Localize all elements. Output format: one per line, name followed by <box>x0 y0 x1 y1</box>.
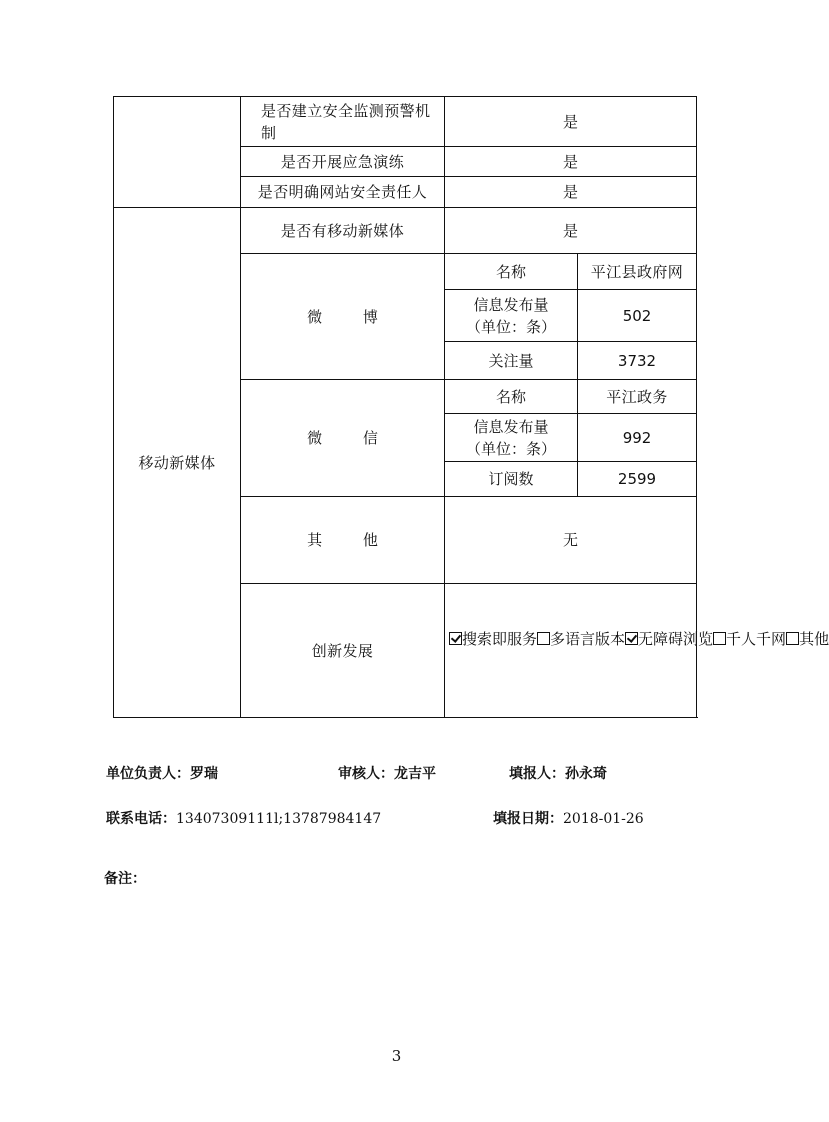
phone <box>106 808 381 828</box>
website-report-table <box>113 96 829 718</box>
section-cell-empty <box>114 97 241 208</box>
wechat-subscribers: 2599 <box>578 462 697 497</box>
unit-head-value: 罗瑞 <box>190 766 218 782</box>
other-label: 其 他 <box>241 497 445 584</box>
checkbox-search-service[interactable] <box>449 632 462 645</box>
wechat-posts-label-line1: 信息发布量 <box>473 417 549 436</box>
weibo-posts-label <box>445 290 578 342</box>
option-personalized: 千人千网 <box>726 629 787 648</box>
drill-value: 是 <box>445 147 697 177</box>
option-accessibility: 无障碍浏览 <box>638 629 714 648</box>
wechat-posts-label-line2: （单位：条） <box>465 439 556 458</box>
weibo-name-label: 名称 <box>445 254 578 290</box>
weibo-name: 平江县政府网 <box>578 254 697 290</box>
fill-date <box>493 808 644 828</box>
early-warning-value: 是 <box>445 97 697 147</box>
innovation-options-line <box>449 628 829 650</box>
weibo-posts: 502 <box>578 290 697 342</box>
reviewer-value: 龙吉平 <box>394 766 436 782</box>
filler-value: 孙永琦 <box>565 766 607 782</box>
option-other: 其他 <box>799 629 829 648</box>
checkbox-personalized[interactable] <box>713 632 726 645</box>
wechat-name-label: 名称 <box>445 380 578 414</box>
phone-label: 联系电话： <box>106 811 176 827</box>
date-value: 2018-01-26 <box>563 811 644 827</box>
date-label: 填报日期： <box>493 811 563 827</box>
weibo-label: 微 博 <box>241 254 445 380</box>
page-number: 3 <box>391 1047 402 1065</box>
weibo-followers-label: 关注量 <box>445 342 578 380</box>
remarks-label: 备注： <box>104 871 146 887</box>
filler-label: 填报人： <box>509 766 565 782</box>
phone-value: 13407309111l;13787984147 <box>176 811 382 827</box>
weibo-posts-label-line2: （单位：条） <box>465 317 556 336</box>
early-warning-label: 是否建立安全监测预警机制 <box>241 97 445 147</box>
innovation-options <box>445 584 829 718</box>
reviewer-label: 审核人： <box>338 766 394 782</box>
wechat-label: 微 信 <box>241 380 445 497</box>
checkbox-other[interactable] <box>786 632 799 645</box>
reviewer <box>338 763 436 783</box>
filler <box>509 763 607 783</box>
wechat-posts: 992 <box>578 414 697 462</box>
drill-label: 是否开展应急演练 <box>241 147 445 177</box>
checkbox-accessibility[interactable] <box>625 632 638 645</box>
option-multilingual: 多语言版本 <box>550 629 626 648</box>
other-value: 无 <box>445 497 697 584</box>
unit-head-label: 单位负责人： <box>106 766 190 782</box>
responsible-label: 是否明确网站安全责任人 <box>241 177 445 208</box>
media-section-label: 移动新媒体 <box>114 208 241 718</box>
remarks <box>104 868 146 888</box>
wechat-posts-label <box>445 414 578 462</box>
has-media-value: 是 <box>445 208 697 254</box>
wechat-subscribers-label: 订阅数 <box>445 462 578 497</box>
unit-head <box>106 763 218 783</box>
responsible-value: 是 <box>445 177 697 208</box>
wechat-name: 平江政务 <box>578 380 697 414</box>
weibo-posts-label-line1: 信息发布量 <box>473 295 549 314</box>
has-media-label: 是否有移动新媒体 <box>241 208 445 254</box>
innovation-label: 创新发展 <box>241 584 445 718</box>
checkbox-multilingual[interactable] <box>537 632 550 645</box>
weibo-followers: 3732 <box>578 342 697 380</box>
option-search-service: 搜索即服务 <box>462 629 538 648</box>
